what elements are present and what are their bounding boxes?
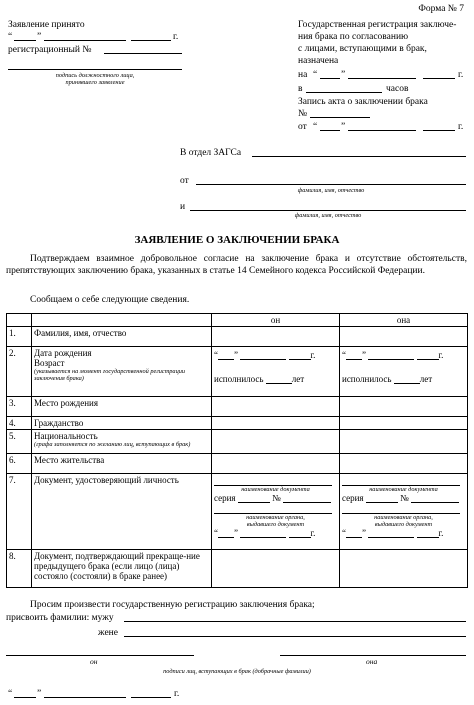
he-age[interactable] bbox=[214, 374, 337, 384]
he-birth-year[interactable] bbox=[289, 351, 311, 360]
he-prev-marriage-cell[interactable] bbox=[212, 550, 340, 588]
act-record-line: Запись акта о заключении брака bbox=[298, 97, 428, 107]
registration-line-4: назначена bbox=[298, 56, 339, 66]
she-citizenship-cell[interactable] bbox=[340, 417, 468, 430]
row-label: Гражданство bbox=[32, 417, 212, 430]
open-quote: “ bbox=[342, 528, 346, 538]
he-age-field[interactable] bbox=[266, 375, 292, 384]
org-caption-2: выдавшего документ bbox=[374, 521, 433, 528]
he-residence-cell[interactable] bbox=[212, 454, 340, 474]
close-quote: ” bbox=[362, 528, 366, 538]
year-suffix: г. bbox=[310, 528, 316, 538]
she-signature-label: она bbox=[366, 657, 378, 666]
header-he: он bbox=[212, 314, 340, 327]
request-line: Просим произвести государственную регистрацию заключения брака; bbox=[30, 600, 315, 610]
open-quote: “ bbox=[214, 528, 218, 538]
she-number-field[interactable] bbox=[411, 494, 459, 503]
surname-line-label: присвоить фамилии: мужу bbox=[6, 613, 114, 623]
he-birth-date[interactable] bbox=[214, 350, 337, 360]
row-label-cell bbox=[32, 430, 212, 454]
intro-paragraph: Подтверждаем взаимное добровольное согласие на заключение брака и отсутствие обстоятельств, препятствующих заключению брака, указанных в статье 14 Семейного кодекса Российской Федерации. bbox=[6, 254, 467, 276]
year-suffix: г. bbox=[438, 350, 444, 360]
husband-surname-field[interactable] bbox=[124, 612, 466, 622]
to-zags-label: В отдел ЗАГСа bbox=[180, 148, 242, 158]
row-number: 1. bbox=[7, 327, 32, 347]
year-suffix: г. bbox=[438, 528, 444, 538]
registration-open-quote: “ bbox=[313, 70, 318, 80]
wife-surname-field[interactable] bbox=[124, 627, 466, 637]
table-row bbox=[7, 347, 468, 397]
she-org-field[interactable] bbox=[342, 505, 460, 514]
form-number: Форма № 7 bbox=[418, 4, 464, 14]
row-number: 8. bbox=[7, 550, 32, 588]
fio-caption-2: фамилия, имя, отчество bbox=[294, 212, 362, 219]
accepted-reg-label: регистрационный № bbox=[8, 45, 92, 55]
series-label: серия bbox=[214, 493, 236, 503]
he-signature-label: он bbox=[90, 657, 98, 666]
accepted-year-suffix: г. bbox=[173, 32, 179, 42]
he-citizenship-cell[interactable] bbox=[212, 417, 340, 430]
he-id-doc-cell[interactable] bbox=[212, 474, 340, 550]
row-number: 5. bbox=[7, 430, 32, 454]
doc-name-caption: наименование документа bbox=[241, 486, 310, 493]
table-row bbox=[7, 550, 468, 588]
she-series-number[interactable] bbox=[342, 493, 465, 503]
table-row bbox=[7, 417, 468, 430]
org-caption-1: наименование органа, bbox=[246, 514, 305, 521]
he-issue-day[interactable] bbox=[218, 529, 234, 538]
and-person-field[interactable] bbox=[190, 201, 466, 211]
age-suffix: лет bbox=[291, 374, 305, 384]
row-number: 4. bbox=[7, 417, 32, 430]
number-label: № bbox=[272, 493, 281, 503]
table-row bbox=[7, 430, 468, 454]
act-day-field[interactable] bbox=[320, 121, 340, 131]
she-birth-day[interactable] bbox=[346, 351, 362, 360]
header-empty-num bbox=[7, 314, 32, 327]
wife-label: жене bbox=[98, 628, 118, 638]
he-birth-day[interactable] bbox=[218, 351, 234, 360]
row-label: Место рождения bbox=[32, 397, 212, 417]
year-suffix: г. bbox=[310, 350, 316, 360]
accepted-signature-caption-2: принявшего заявление bbox=[65, 79, 125, 86]
registration-at-label: в bbox=[298, 84, 303, 94]
act-year-suffix: г. bbox=[458, 122, 464, 132]
she-issue-year[interactable] bbox=[417, 529, 439, 538]
footer-year-field[interactable] bbox=[131, 688, 171, 698]
series-label: серия bbox=[342, 493, 364, 503]
table-row bbox=[7, 474, 468, 550]
header-empty-label bbox=[32, 314, 212, 327]
he-org-field[interactable] bbox=[214, 505, 332, 514]
act-from-label: от bbox=[298, 122, 307, 132]
signatures-caption: подписи лиц, вступающих в брак (добрачные фамилии) bbox=[163, 668, 311, 675]
she-doc-name-field[interactable] bbox=[342, 477, 460, 486]
row-label: Дата рождения bbox=[34, 348, 92, 358]
org-caption-1: наименование органа, bbox=[374, 514, 433, 521]
he-birth-month[interactable] bbox=[240, 351, 286, 360]
accepted-signature-caption-1: подпись должностного лица, bbox=[55, 72, 135, 79]
he-number-field[interactable] bbox=[283, 494, 331, 503]
she-prev-marriage-cell[interactable] bbox=[340, 550, 468, 588]
document-title: ЗАЯВЛЕНИЕ О ЗАКЛЮЧЕНИИ БРАКА bbox=[134, 234, 340, 246]
table-row bbox=[7, 397, 468, 417]
she-issue-month[interactable] bbox=[368, 529, 414, 538]
footer-month-field[interactable] bbox=[44, 688, 126, 698]
he-doc-name-field[interactable] bbox=[214, 477, 332, 486]
she-residence-cell[interactable] bbox=[340, 454, 468, 474]
accepted-title: Заявление принято bbox=[8, 20, 85, 30]
age-label: исполнилось bbox=[342, 374, 392, 384]
he-signature-line[interactable] bbox=[6, 655, 194, 656]
she-issue-day[interactable] bbox=[346, 529, 362, 538]
fio-caption-1: фамилия, имя, отчество bbox=[297, 187, 365, 194]
row-number: 7. bbox=[7, 474, 32, 550]
row-number: 6. bbox=[7, 454, 32, 474]
act-month-field[interactable] bbox=[348, 121, 416, 131]
org-caption-2: выдавшего документ bbox=[246, 521, 305, 528]
he-birth-cell[interactable] bbox=[212, 347, 340, 397]
applicant-data-table bbox=[6, 313, 468, 588]
report-line: Сообщаем о себе следующие сведения. bbox=[30, 295, 190, 305]
she-birthplace-cell[interactable] bbox=[340, 397, 468, 417]
close-quote: ” bbox=[234, 528, 238, 538]
he-nationality-cell[interactable] bbox=[212, 430, 340, 454]
open-quote: “ bbox=[214, 350, 218, 360]
row-label: Национальность bbox=[34, 431, 98, 441]
accepted-date-open-quote: “ bbox=[8, 32, 13, 42]
accepted-day-field[interactable] bbox=[14, 31, 36, 41]
accepted-month-field[interactable] bbox=[44, 31, 126, 41]
table-row bbox=[7, 327, 468, 347]
table-row bbox=[7, 454, 468, 474]
she-birth-date[interactable] bbox=[342, 350, 465, 360]
registration-day-field[interactable] bbox=[320, 69, 340, 79]
she-age-field[interactable] bbox=[394, 375, 420, 384]
she-id-doc-cell[interactable] bbox=[340, 474, 468, 550]
row-label: Документ, подтверждающий прекраще-ние предыдущего брака (если лицо (лица) состояло (состояли) в браке ранее) bbox=[32, 550, 212, 588]
registration-month-field[interactable] bbox=[348, 69, 416, 79]
row-label: Место жительства bbox=[32, 454, 212, 474]
row-label: Фамилия, имя, отчество bbox=[32, 327, 212, 347]
she-nationality-cell[interactable] bbox=[340, 430, 468, 454]
act-record-number-field[interactable] bbox=[310, 108, 370, 118]
number-label: № bbox=[400, 493, 409, 503]
he-birthplace-cell[interactable] bbox=[212, 397, 340, 417]
close-quote: ” bbox=[362, 350, 366, 360]
open-quote: “ bbox=[342, 350, 346, 360]
act-year-field[interactable] bbox=[423, 121, 455, 131]
she-birth-month[interactable] bbox=[368, 351, 414, 360]
registration-line-1: Государственная регистрация заключе- bbox=[298, 20, 457, 30]
and-label: и bbox=[180, 202, 186, 212]
from-label: от bbox=[180, 176, 189, 186]
he-issue-date[interactable] bbox=[214, 528, 337, 538]
table-header-row bbox=[7, 314, 468, 327]
act-open-quote: “ bbox=[313, 122, 318, 132]
she-age[interactable] bbox=[342, 374, 465, 384]
registration-hour-field[interactable] bbox=[306, 83, 382, 93]
act-record-no-label: № bbox=[298, 109, 308, 119]
registration-on-label: на bbox=[298, 70, 308, 80]
she-fio-cell[interactable] bbox=[340, 327, 468, 347]
row-number: 2. bbox=[7, 347, 32, 397]
she-series-field[interactable] bbox=[366, 494, 398, 503]
age-suffix: лет bbox=[419, 374, 433, 384]
registration-year-field[interactable] bbox=[423, 69, 455, 79]
row-label-2: Возраст bbox=[34, 358, 65, 368]
close-quote: ” bbox=[234, 350, 238, 360]
from-person-field[interactable] bbox=[196, 175, 466, 185]
accepted-signature-line[interactable] bbox=[8, 69, 182, 70]
accepted-year-field[interactable] bbox=[131, 31, 171, 41]
registration-close-quote: ” bbox=[341, 70, 346, 80]
registration-hours-label: часов bbox=[386, 84, 409, 94]
he-series-number[interactable] bbox=[214, 493, 337, 503]
he-fio-cell[interactable] bbox=[212, 327, 340, 347]
he-series-field[interactable] bbox=[238, 494, 270, 503]
footer-close-quote: ” bbox=[37, 689, 42, 699]
doc-name-caption: наименование документа bbox=[369, 486, 438, 493]
header-she: она bbox=[340, 314, 468, 327]
footer-year-suffix: г. bbox=[174, 689, 180, 699]
he-issue-year[interactable] bbox=[289, 529, 311, 538]
row-sub: (графа заполняется по желанию лиц, вступающих в брак) bbox=[34, 441, 191, 448]
she-birth-year[interactable] bbox=[417, 351, 439, 360]
she-birth-cell[interactable] bbox=[340, 347, 468, 397]
footer-open-quote: “ bbox=[8, 689, 13, 699]
registration-line-2: ния брака по согласованию bbox=[298, 32, 409, 42]
accepted-reg-number-field[interactable] bbox=[104, 44, 182, 54]
row-number: 3. bbox=[7, 397, 32, 417]
she-issue-date[interactable] bbox=[342, 528, 465, 538]
footer-day-field[interactable] bbox=[14, 688, 36, 698]
row-label-cell bbox=[32, 347, 212, 397]
row-sub: (указывается на момент государственной регистрации заключения брака) bbox=[34, 368, 186, 382]
age-label: исполнилось bbox=[214, 374, 264, 384]
accepted-date-close-quote: ” bbox=[37, 32, 42, 42]
registration-year-suffix: г. bbox=[458, 70, 464, 80]
act-close-quote: ” bbox=[341, 122, 346, 132]
zags-name-field[interactable] bbox=[252, 147, 466, 157]
registration-line-3: с лицами, вступающими в брак, bbox=[298, 44, 427, 54]
he-issue-month[interactable] bbox=[240, 529, 286, 538]
row-label: Документ, удостоверяющий личность bbox=[32, 474, 212, 550]
she-signature-line[interactable] bbox=[280, 655, 466, 656]
